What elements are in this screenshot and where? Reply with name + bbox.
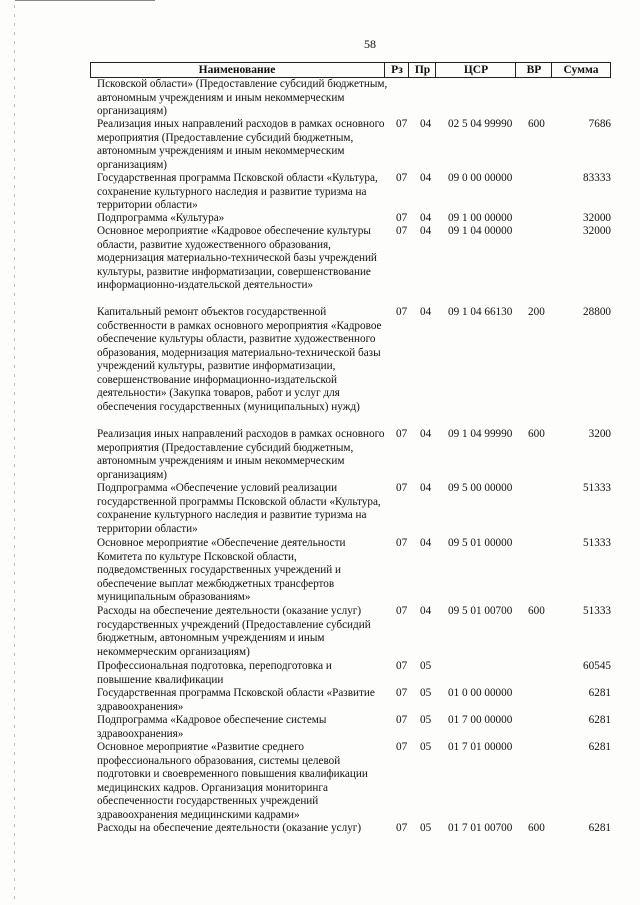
- row-csr: 01 7 01 00000: [448, 741, 513, 753]
- row-pr: 04: [420, 537, 432, 549]
- row-sum: 6281: [588, 687, 611, 699]
- row-name: Реализация иных направлений расходов в рамках основного мероприятия (Предоставление субсидий бюджетным, автономным учреждениям и иным некоммерческим организациям): [97, 118, 385, 171]
- row-name: Основное мероприятие «Развитие среднего профессионального образования, системы целевой подготовки и своевременного повышения квалификации медицинских кадров. Организация мониторинга обеспеченности государственных учреждений здравоохранения медицинскими кадрами»: [97, 741, 368, 821]
- row-rz: 07: [396, 741, 408, 753]
- row-name: Подпрограмма «Культура»: [97, 212, 225, 224]
- table-row: [97, 687, 617, 714]
- row-name: Профессиональная подготовка, переподготовка и повышение квалификации: [97, 660, 332, 686]
- row-pr: 04: [420, 605, 432, 617]
- table-row: [97, 306, 617, 428]
- row-sum: 3200: [588, 428, 611, 440]
- row-pr: 04: [420, 118, 432, 130]
- row-csr: 09 5 01 00000: [448, 537, 513, 549]
- row-sum: 32000: [583, 225, 611, 237]
- row-name: Государственная программа Псковской области «Культура, сохранение культурного наследия и развитие туризма на территории области»: [97, 172, 378, 211]
- scan-border-left: [14, 5, 15, 900]
- row-pr: 05: [420, 741, 432, 753]
- row-rz: 07: [396, 605, 408, 617]
- header-vr: ВР: [515, 63, 552, 77]
- header-rz: Рз: [384, 63, 409, 77]
- row-rz: 07: [396, 172, 408, 184]
- row-rz: 07: [396, 714, 408, 726]
- row-rz: 07: [396, 660, 408, 672]
- row-rz: 07: [396, 428, 408, 440]
- table-row: [97, 172, 617, 212]
- row-sum: 51333: [583, 537, 611, 549]
- row-pr: 04: [420, 212, 432, 224]
- row-rz: 07: [396, 118, 408, 130]
- row-pr: 05: [420, 687, 432, 699]
- row-csr: 01 0 00 00000: [448, 687, 513, 699]
- row-pr: 04: [420, 225, 432, 237]
- row-vr: 600: [528, 605, 545, 617]
- row-csr: 09 1 04 99990: [448, 428, 513, 440]
- row-rz: 07: [396, 482, 408, 494]
- row-rz: 07: [396, 537, 408, 549]
- row-pr: 05: [420, 660, 432, 672]
- row-sum: 6281: [588, 741, 611, 753]
- header-csr: ЦСР: [435, 63, 516, 77]
- row-pr: 04: [420, 428, 432, 440]
- row-csr: 09 5 01 00700: [448, 605, 513, 617]
- header-sum: Сумма: [551, 63, 610, 77]
- row-sum: 28800: [583, 306, 611, 318]
- table-row: [97, 482, 617, 537]
- row-rz: 07: [396, 687, 408, 699]
- table-body: [97, 78, 617, 836]
- scan-border-top: [15, 0, 155, 1]
- table-row: [97, 212, 617, 225]
- header-name: Наименование: [198, 64, 276, 76]
- table-row: [97, 537, 617, 605]
- row-csr: 09 0 00 00000: [448, 172, 513, 184]
- row-pr: 04: [420, 306, 432, 318]
- row-name: Капитальный ремонт объектов государственной собственности в рамках основного мероприятия «Кадровое обеспечение культуры области, развитие художественного образования, модернизация материально-технической базы учреждений культуры, развитие информатизации, совершенствование информационно-издательской деятельности» (Закупка товаров, работ и услуг для обеспечения государственных (муниципальных) нужд): [97, 306, 382, 413]
- row-rz: 07: [396, 212, 408, 224]
- table-row: [97, 822, 617, 836]
- row-name: Подпрограмма «Обеспечение условий реализации государственной программы Псковской области «Культура, сохранение культурного наследия и развитие туризма на территории области»: [97, 482, 381, 535]
- table-row: [97, 78, 617, 118]
- row-vr: 600: [528, 428, 545, 440]
- row-sum: 6281: [588, 714, 611, 726]
- row-rz: 07: [396, 225, 408, 237]
- row-csr: 09 5 00 00000: [448, 482, 513, 494]
- row-sum: 6281: [588, 822, 611, 834]
- row-name: Расходы на обеспечение деятельности (оказание услуг): [97, 822, 362, 834]
- table-row: [97, 428, 617, 482]
- row-pr: 04: [420, 482, 432, 494]
- row-rz: 07: [396, 306, 408, 318]
- row-name: Реализация иных направлений расходов в рамках основного мероприятия (Предоставление субсидий бюджетным, автономным учреждениям и иным некоммерческим организациям): [97, 428, 385, 481]
- row-sum: 51333: [583, 482, 611, 494]
- row-name: Основное мероприятие «Кадровое обеспечение культуры области, развитие художественного образования, модернизация материально-технической базы учреждений культуры, развитие информатизации, совершенствование информационно-издательской деятельности»: [97, 225, 377, 291]
- row-csr: 01 7 01 00700: [448, 822, 513, 834]
- row-vr: 600: [528, 822, 545, 834]
- row-name: Основное мероприятие «Обеспечение деятельности Комитета по культуре Псковской области, подведомственных государственных учреждений и обеспечение выплат межбюджетных трансфертов муниципальным образованиям»: [97, 537, 346, 603]
- row-csr: 09 1 04 00000: [448, 225, 513, 237]
- row-pr: 05: [420, 822, 432, 834]
- table-row: [97, 741, 617, 822]
- row-sum: 51333: [583, 605, 611, 617]
- table-row: [97, 605, 617, 660]
- row-name: Псковской области» (Предоставление субсидий бюджетным, автономным учреждениям и иным некоммерческим организациям): [97, 78, 388, 117]
- row-csr: 09 1 04 66130: [448, 306, 513, 318]
- row-pr: 04: [420, 172, 432, 184]
- row-rz: 07: [396, 822, 408, 834]
- row-csr: 01 7 00 00000: [448, 714, 513, 726]
- row-vr: 600: [528, 118, 545, 130]
- row-pr: 05: [420, 714, 432, 726]
- table-row: [97, 225, 617, 306]
- row-name: Подпрограмма «Кадровое обеспечение системы здравоохранения»: [97, 714, 327, 740]
- row-csr: 02 5 04 99990: [448, 118, 513, 130]
- row-sum: 83333: [583, 172, 611, 184]
- page-number: 58: [364, 37, 376, 51]
- row-sum: 32000: [583, 212, 611, 224]
- table-row: [97, 660, 617, 687]
- header-pr: Пр: [408, 63, 436, 77]
- row-name: Расходы на обеспечение деятельности (оказание услуг) государственных учреждений (Предоставление субсидий бюджетным, автономным учреждениям и иным некоммерческим организациям): [97, 605, 371, 658]
- row-name: Государственная программа Псковской области «Развитие здравоохранения»: [97, 687, 375, 713]
- row-csr: 09 1 00 00000: [448, 212, 513, 224]
- table-header: [90, 62, 611, 78]
- table-row: [97, 118, 617, 172]
- table-row: [97, 714, 617, 741]
- row-sum: 60545: [583, 660, 611, 672]
- row-sum: 7686: [588, 118, 611, 130]
- row-vr: 200: [528, 306, 545, 318]
